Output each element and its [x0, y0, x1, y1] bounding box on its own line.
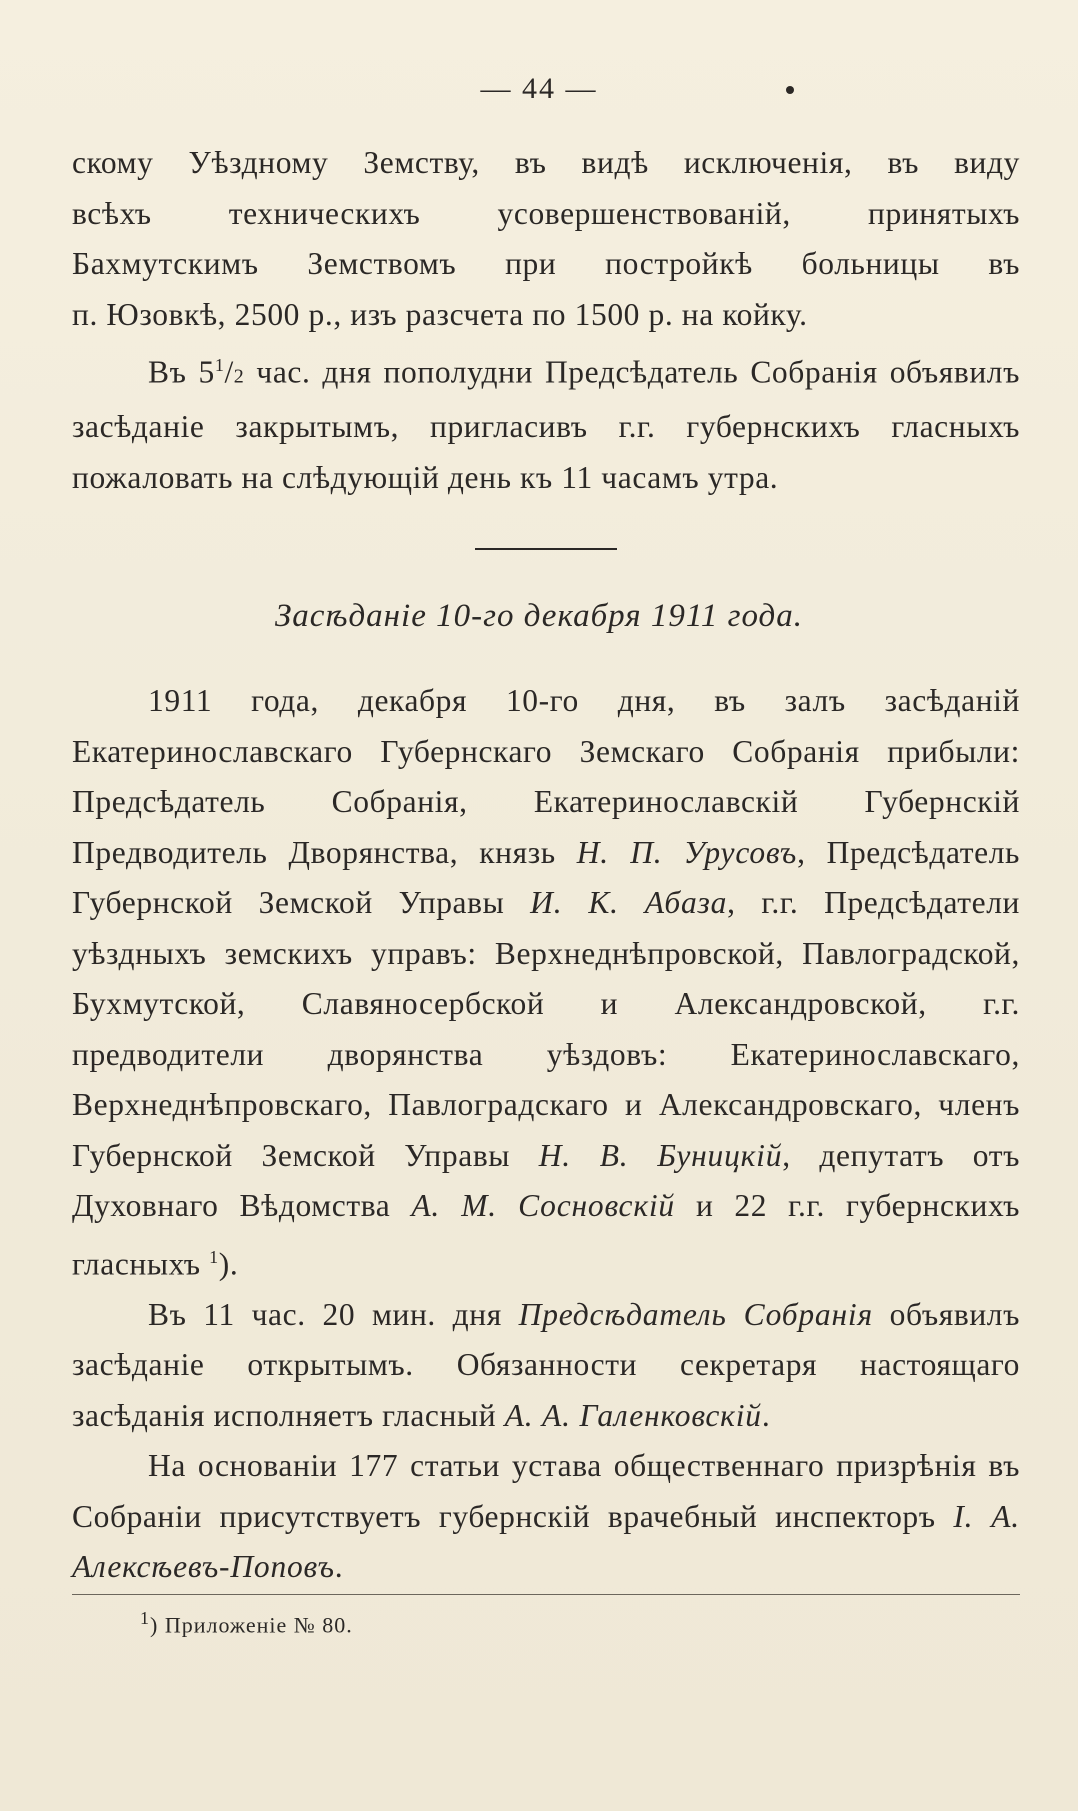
session-title: Засѣданіе 10-го декабря 1911 года.	[274, 598, 804, 634]
name-galenkovsky: А. А. Галенковскій	[504, 1397, 762, 1433]
text-block-top	[72, 138, 1020, 503]
opening-paragraph: Въ 11 час. 20 мин. дня Предсѣдатель Собранія объявилъ засѣданіе открытымъ. Обязанности секретаря настоящаго засѣданія исполняетъ гласный А. А. Галенковскій.	[72, 1296, 1020, 1433]
page-header	[0, 72, 1078, 106]
continuation-line: всѣхъ техническихъ усовершенствованій, принятыхъ	[72, 195, 1020, 231]
attendance-paragraph: 1911 года, декабря 10-го дня, въ залъ засѣданій Екатеринославскаго Губернскаго Земскаго Собранія прибыли: Предсѣдатель Собранія, Екатеринославскій Губернскій Предводитель Дворянства, князь Н. П. Урусовъ, Предсѣдатель Губернской Земской Управы И. К. Абаза, г.г. Предсѣдатели уѣздныхъ земскихъ управъ: Верхнеднѣпровской, Павлоградской, Бухмутской, Славяносербской и Александровской, г.г. предводители дворянства уѣздовъ: Екатеринославскаго, Верхнеднѣпровскаго, Павлоградскаго и Александровскаго, членъ Губернской Земской Управы Н. В. Буницкій, депутатъ отъ Духовнаго Вѣдомства А. М. Сосновскій и 22 г.г. губернскихъ гласныхъ $^1$).	[72, 683, 1021, 1281]
name-abaza: И. К. Абаза	[530, 885, 728, 920]
footnote-divider	[72, 1594, 1020, 1595]
inspector-paragraph: На основаніи 177 статьи устава общественнаго призрѣнія въ Собраніи присутствуетъ губернскій врачебный инспекторъ I. А. Алексѣевъ-Поповъ.	[72, 1448, 1020, 1584]
footnote-ref: 1	[209, 1246, 219, 1267]
continuation-line: п. Юзовкѣ, 2500 р., изъ разсчета по 1500 р. на койку.	[72, 296, 808, 332]
chairman-title: Предсѣдатель Собранія	[518, 1296, 873, 1332]
text-block-main	[72, 676, 1020, 1593]
name-alekseev-popov: I. А. Алексѣевъ-Поповъ	[72, 1498, 1020, 1584]
continuation-line: скому Уѣздному Земству, въ видѣ исключенія, въ виду	[72, 145, 1020, 180]
footnote: $^1$) Приложеніе № 80.	[140, 1608, 353, 1638]
name-sosnovsky: А. М. Сосновскій	[411, 1188, 675, 1223]
page-number: — 44 —	[480, 72, 598, 105]
continuation-line: Бахмутскимъ Земствомъ при постройкѣ больницы въ	[72, 246, 1020, 281]
name-urusov: Н. П. Урусовъ	[576, 834, 798, 870]
ink-dot	[786, 86, 794, 94]
closing-paragraph: Въ $5^1/2$ час. дня пополудни Предсѣдатель Собранія объявилъ засѣданіе закрытымъ, пригласивъ г.г. губернскихъ гласныхъ пожаловать на слѣдующій день къ 11 часамъ утра.	[72, 354, 1021, 495]
section-divider	[475, 548, 617, 550]
name-bunitsky: Н. В. Буницкій	[538, 1137, 783, 1173]
